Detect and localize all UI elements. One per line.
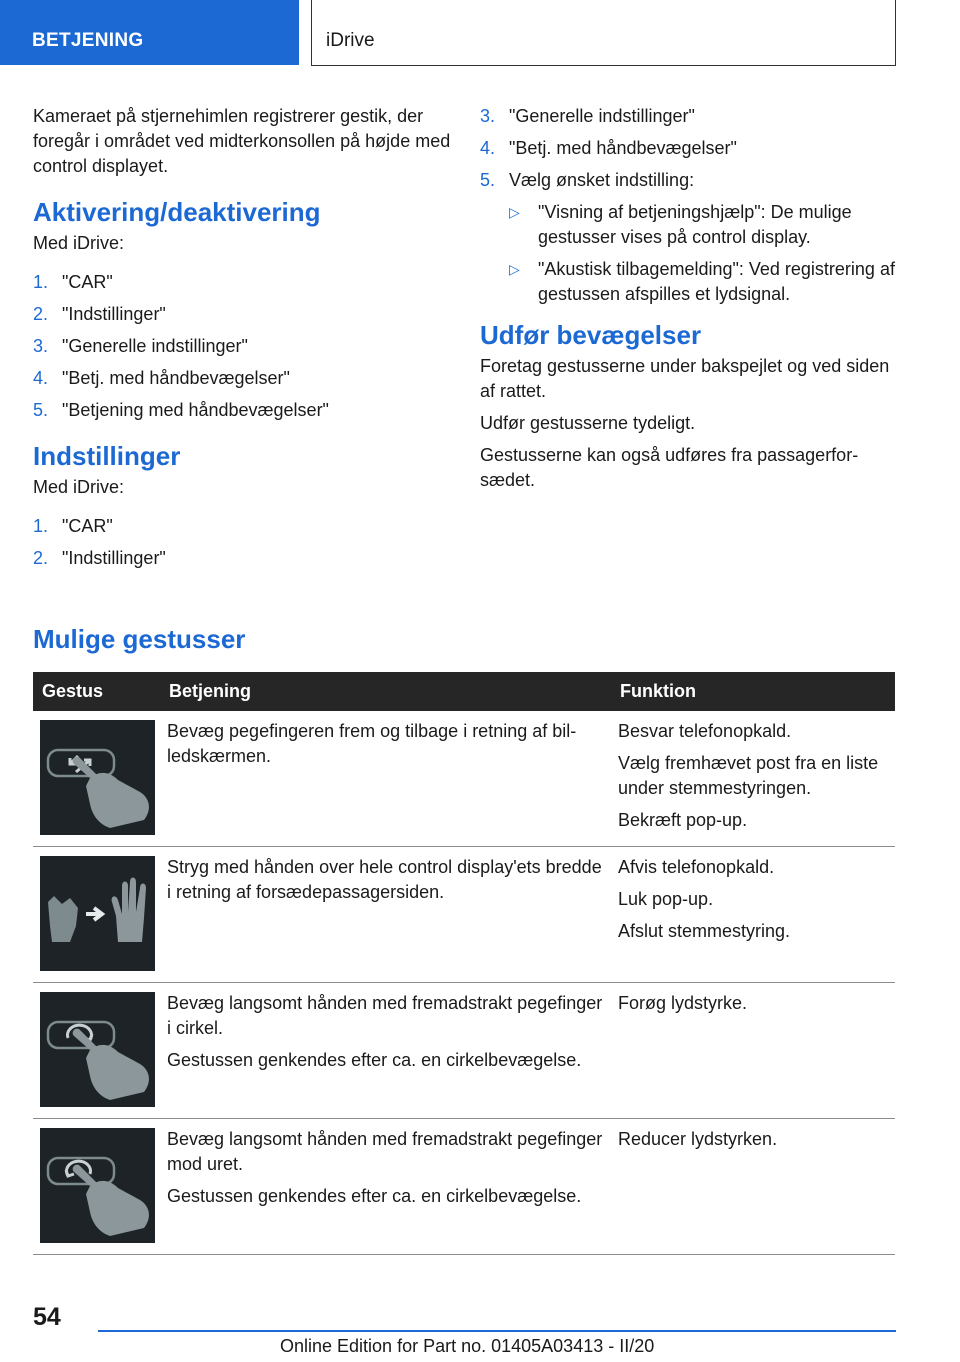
list-item: 3. "Generelle indstillinger" [480,106,695,126]
right-column [480,104,896,493]
list-item: ▷ "Visning af betjeningshjælp": De mulige gestusser vises på control display. [509,202,852,247]
column-header: Betjening [169,681,252,701]
function-text: Reducer lydstyrken. [618,1129,778,1149]
function-cell [611,847,895,982]
perform-text-3: Gestusserne kan også udføres fra passagerforsædet. [480,445,859,490]
gestures-table [33,672,895,1255]
function-text: Bekræft pop-up. [618,810,748,830]
gesture-cell [33,983,160,1118]
function-text: Afvis telefonopkald. [618,857,775,877]
operation-cell [160,983,611,1118]
triangle-bullet-icon: ▷ [509,261,520,277]
activation-lead: Med iDrive: [33,233,125,253]
list-item: 2. "Indstillinger" [33,304,166,324]
topic-label: iDrive [326,30,375,51]
list-item: 5. "Betjening med håndbevægelser" [33,400,329,420]
table-row [33,847,895,983]
perform-heading: Udfør bevægelser [480,320,702,350]
topic-tab [311,0,896,66]
gestures-heading: Mulige gestusser [33,624,246,654]
table-row [33,1119,895,1255]
operation-text: Gestussen genkendes efter ca. en cirkelbevægelse. [167,1050,582,1070]
list-item: 3. "Generelle indstillinger" [33,336,248,356]
gesture-cell [33,711,160,846]
circle-counterclockwise-icon [40,1128,155,1243]
table-header [33,672,895,711]
list-item: 1. "CAR" [33,516,113,536]
operation-text: Bevæg langsomt hånden med fremadstrakt pegefinger i cirkel. [167,993,603,1038]
column-header: Gestus [42,681,104,701]
function-text: Afslut stemmestyring. [618,921,791,941]
table-row [33,983,895,1119]
circle-clockwise-icon [40,992,155,1107]
gesture-cell [33,1119,160,1254]
list-item: 4. "Betj. med håndbevægelser" [33,368,290,388]
list-item: 4. "Betj. med håndbevægelser" [480,138,737,158]
hand-swipe-icon [40,856,155,971]
footer-edition: Online Edition for Part no. 01405A03413 - II/20 [280,1336,655,1356]
operation-cell [160,1119,611,1254]
gesture-cell [33,847,160,982]
function-cell [611,1119,895,1254]
settings-steps-part1 [33,514,451,571]
table-row [33,711,895,847]
function-cell [611,711,895,846]
operation-cell [160,847,611,982]
list-item: 5. Vælg ønsket indstilling: ▷ "Visning af betjeningshjælp": De mulige gestusser vises på control display. ▷ "Akustisk tilbagemelding": Ved registrering af gestussen afspilles et lydsignal. [480,168,896,307]
operation-text: Stryg med hånden over hele control display'ets bredde i retning af forsædepassagersiden. [167,857,602,902]
page-number: 54 [33,1303,61,1331]
operation-text: Bevæg pegefingeren frem og tilbage i retning af billedskærmen. [167,721,577,766]
function-text: Besvar telefonopkald. [618,721,792,741]
settings-heading: Indstillinger [33,441,181,471]
section-tab [0,0,299,65]
settings-lead: Med iDrive: [33,477,125,497]
triangle-bullet-icon: ▷ [509,204,520,220]
operation-text: Bevæg langsomt hånden med fremadstrakt pegefinger mod uret. [167,1129,603,1174]
section-label: BETJENING [32,30,144,51]
function-text: Luk pop-up. [618,889,714,909]
point-back-forth-icon [40,720,155,835]
activation-heading: Aktivering/deaktivering [33,197,321,227]
left-column [33,104,451,578]
list-item: 1. "CAR" [33,272,113,292]
footer-divider [98,1330,896,1332]
column-header: Funktion [620,681,696,701]
settings-options [509,200,896,307]
operation-cell [160,711,611,846]
operation-text: Gestussen genkendes efter ca. en cirkelbevægelse. [167,1186,582,1206]
settings-steps-part2 [480,104,896,307]
perform-text-2: Udfør gestusserne tydeligt. [480,413,696,433]
list-item: ▷ "Akustisk tilbagemelding": Ved registrering af gestussen afspilles et lydsignal. [509,259,895,304]
function-text: Forøg lydstyrke. [618,993,748,1013]
list-item: 2. "Indstillinger" [33,548,166,568]
intro-text: Kameraet på stjernehimlen registrerer gestik, der foregår i området ved midterkonsollen på højde med control displayet. [33,106,451,176]
function-cell [611,983,895,1118]
function-text: Vælg fremhævet post fra en liste under stemmestyringen. [618,753,879,798]
perform-text-1: Foretag gestusserne under bakspejlet og ved siden af rattet. [480,356,890,401]
activation-steps [33,270,451,423]
